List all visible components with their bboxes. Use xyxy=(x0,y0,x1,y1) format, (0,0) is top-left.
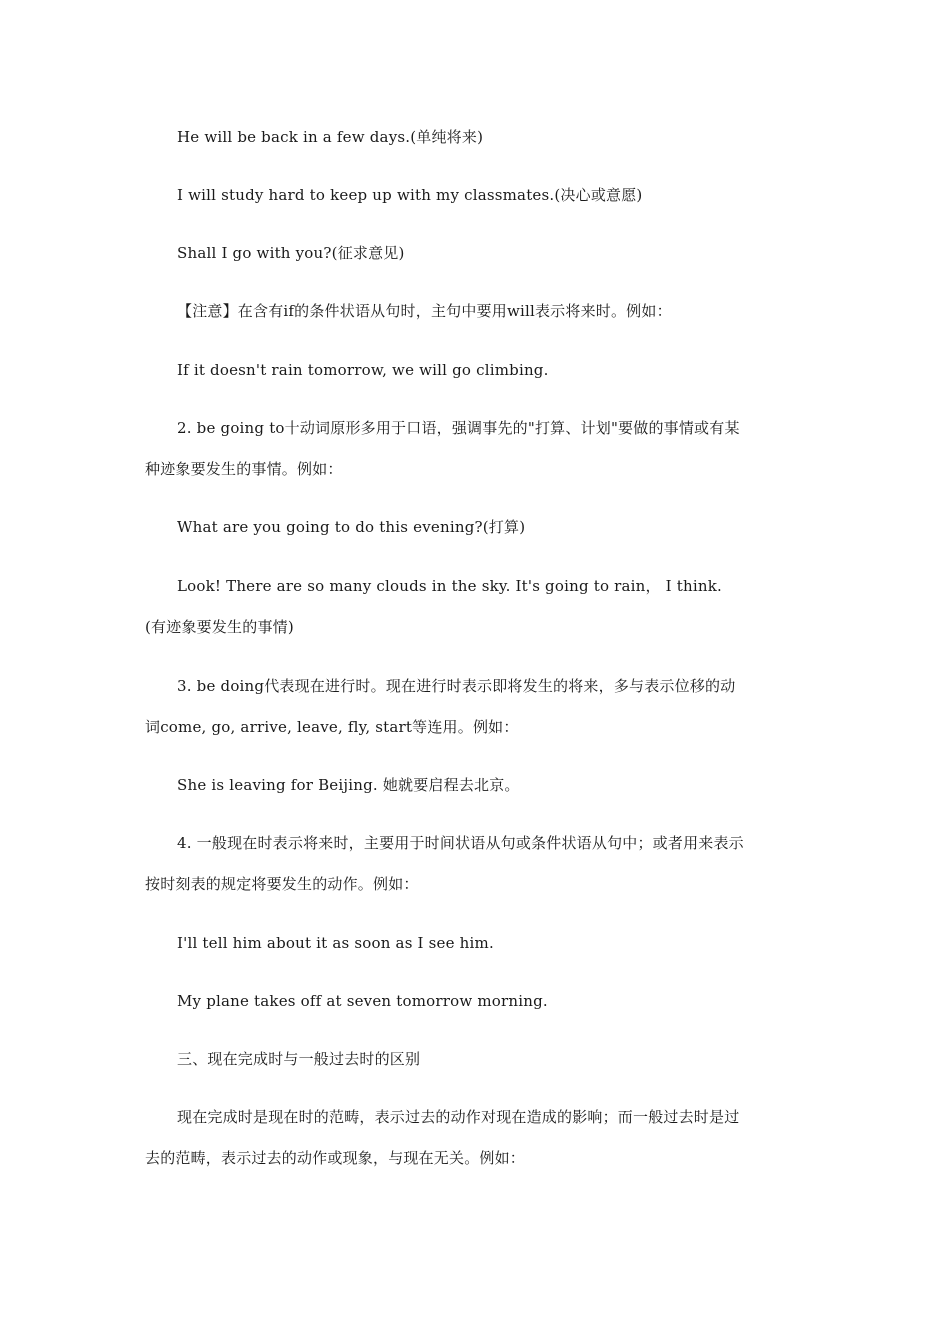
example-sentence: She is leaving for Beijing. 她就要启程去北京。 xyxy=(177,776,520,794)
paragraph-line: 4. 一般现在时表示将来时，主要用于时间状语从句或条件状语从句中；或者用来表示 xyxy=(177,834,744,852)
note-paragraph: 【注意】在含有if的条件状语从句时，主句中要用will表示将来时。例如： xyxy=(177,302,672,320)
example-sentence: My plane takes off at seven tomorrow morning. xyxy=(177,992,548,1010)
example-sentence: Look! There are so many clouds in the sky. It's going to rain， I think. xyxy=(177,577,722,595)
example-sentence: What are you going to do this evening?(打算) xyxy=(177,518,526,536)
paragraph-line: 2. be going to十动词原形多用于口语，强调事先的"打算、计划"要做的事情或有某 xyxy=(177,419,740,437)
example-sentence: I will study hard to keep up with my classmates.(决心或意愿) xyxy=(177,186,643,204)
section-heading: 三、现在完成时与一般过去时的区别 xyxy=(177,1050,421,1068)
paragraph-line: 现在完成时是现在时的范畴，表示过去的动作对现在造成的影响；而一般过去时是过 xyxy=(177,1108,740,1126)
paragraph-line: 词come, go, arrive, leave, fly, start等连用。例如： xyxy=(145,718,519,736)
paragraph-line: 去的范畴，表示过去的动作或现象，与现在无关。例如： xyxy=(145,1149,526,1167)
paragraph-line: 种迹象要发生的事情。例如： xyxy=(145,460,343,478)
paragraph-line: 按时刻表的规定将要发生的动作。例如： xyxy=(145,875,419,893)
example-sentence: Shall I go with you?(征求意见) xyxy=(177,244,405,262)
example-sentence-annotation: (有迹象要发生的事情) xyxy=(145,618,294,636)
example-sentence: I'll tell him about it as soon as I see him. xyxy=(177,934,494,952)
paragraph-line: 3. be doing代表现在进行时。现在进行时表示即将发生的将来，多与表示位移的动 xyxy=(177,677,736,695)
example-sentence: If it doesn't rain tomorrow, we will go climbing. xyxy=(177,361,549,379)
example-sentence: He will be back in a few days.(单纯将来) xyxy=(177,128,484,146)
